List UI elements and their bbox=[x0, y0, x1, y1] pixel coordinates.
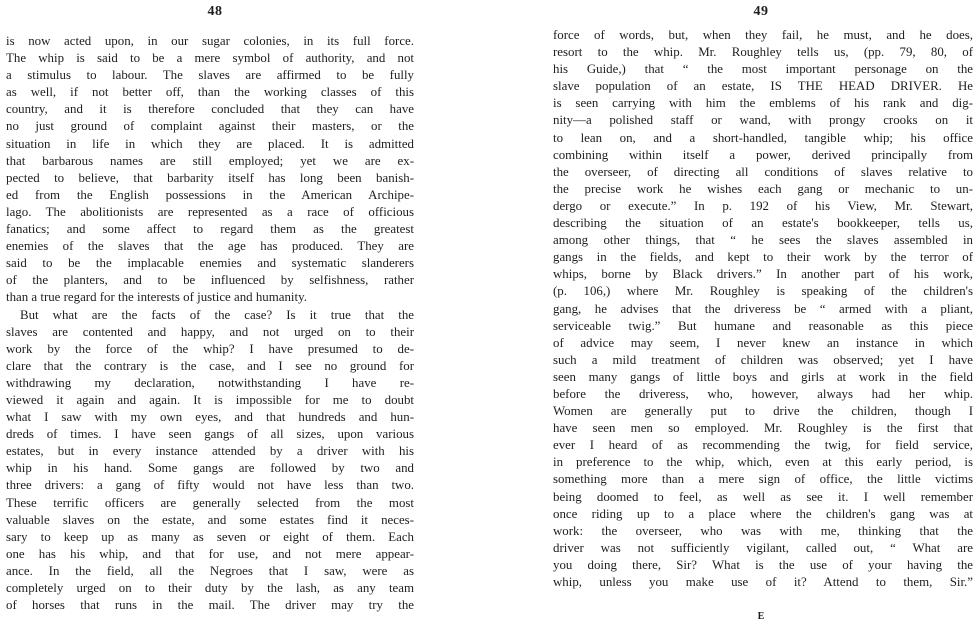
text-line: force of words, but, when they fail, he must, and he does, bbox=[553, 28, 973, 42]
text-line: dergo or execute.” In p. 192 of his View, Mr. Stewart, bbox=[553, 198, 973, 213]
text-line: pected to believe, that barbarity itself has long been banish- bbox=[6, 170, 414, 185]
text-line: country, and it is therefore concluded that they can have bbox=[6, 102, 414, 117]
text-line: have seen men so employed. Mr. Roughley is the first that bbox=[553, 421, 973, 436]
text-line: his Guide,) that “ the most important personage on the bbox=[553, 62, 973, 77]
text-line: combining within itself a power, derived principally from bbox=[553, 147, 973, 162]
text-line: before the driveress, who, however, always had her whip. bbox=[553, 386, 973, 401]
text-line: withdrawing my declaration, notwithstanding I have re- bbox=[6, 375, 414, 390]
text-line: work by the force of the whip? I have presumed to de- bbox=[6, 341, 414, 356]
text-line: serviceable twig.” But humane and reasonable as this piece bbox=[553, 318, 973, 333]
text-line: what I saw with my own eyes, and that hundreds and hun- bbox=[6, 410, 414, 425]
text-line: in preference to the whip, which, even at this early period, is bbox=[553, 455, 973, 470]
text-line: clare that the contrary is the case, and I see no ground for bbox=[6, 358, 414, 373]
text-line: a stimulus to labour. The slaves are affirmed to be fully bbox=[6, 68, 414, 83]
text-line: driver was not sufficiently vigilant, called out, “ What are bbox=[553, 540, 973, 555]
text-line: such a mild treatment of children was observed; yet I have bbox=[553, 352, 973, 367]
text-line: one has his whip, and that for use, and not mere appear- bbox=[6, 546, 414, 561]
page-text bbox=[6, 33, 414, 614]
text-line: (p. 106,) where Mr. Roughley is speaking of the children's bbox=[553, 284, 973, 299]
text-line: gang, he advises that the driveress be “ armed with a pliant, bbox=[553, 301, 973, 316]
text-line: ever I heard of as recommending the twig, for field service, bbox=[553, 438, 973, 453]
text-line: no just ground of complaint against their masters, or the bbox=[6, 119, 414, 134]
text-line: enemies of the slaves that the age has produced. They are bbox=[6, 239, 414, 254]
page-number: 49 bbox=[753, 4, 769, 19]
text-line: than a true regard for the interests of justice and humanity. bbox=[6, 290, 307, 305]
text-line: completely urged on to their duty by the lash, as any team bbox=[6, 581, 414, 595]
text-line: of the planters, and to be influenced by selfishness, rather bbox=[6, 273, 414, 288]
text-line: sary to keep up as many as seven or eight of them. Each bbox=[6, 529, 414, 544]
text-line: lago. The abolitionists are represented as a race of officious bbox=[6, 204, 414, 219]
text-line: you doing there, Sir? What is the use of your having the bbox=[553, 557, 973, 572]
text-line: ed from the English possessions in the American Archipe- bbox=[6, 187, 414, 202]
page-number: 48 bbox=[207, 4, 223, 19]
text-line: of horses that runs in the mail. The driver may try the bbox=[6, 598, 414, 613]
text-line: that barbarous names are still employed; yet we are ex- bbox=[6, 153, 414, 168]
text-line: resort to the whip. Mr. Roughley tells us, (pp. 79, 80, of bbox=[553, 45, 973, 60]
text-line: as well, if not better off, than the working classes of this bbox=[6, 85, 414, 100]
text-line: work: the overseer, who was with me, thinking that the bbox=[553, 523, 973, 538]
text-line: whip in his hand. Some gangs are followed by two and bbox=[6, 461, 414, 476]
text-line: whips, borne by Black drivers.” In another part of his work, bbox=[553, 267, 973, 282]
text-line: the precise work he wishes each gang or mechanic to un- bbox=[553, 181, 973, 196]
text-line: dreds of times. I have seen gangs of all sizes, upon various bbox=[6, 427, 414, 442]
text-line: viewed it again and again. It is impossible for me to doubt bbox=[6, 392, 414, 407]
text-line: once riding up to a place where the children's gang was at bbox=[553, 506, 973, 521]
gutter bbox=[430, 0, 546, 626]
text-line: valuable slaves on the estate, and some estates find it neces- bbox=[6, 512, 414, 527]
text-line: situation in life in which they are placed. It is admitted bbox=[6, 136, 414, 151]
text-line: the overseer, of directing all conditions of slaves relative to bbox=[553, 164, 973, 179]
text-line: estates, but in every instance attended by a driver with his bbox=[6, 444, 414, 459]
text-line: of advice may seem, I never knew an instance in which bbox=[553, 335, 973, 350]
text-line: fanatics; and some affect to regard them as the greatest bbox=[6, 222, 414, 237]
left-page bbox=[0, 0, 430, 626]
text-line: These terrific officers are generally selected from the most bbox=[6, 495, 414, 510]
text-line: said to be the implacable enemies and systematic slanderers bbox=[6, 256, 414, 271]
text-line: nity—a polished staff or wand, with prongy crooks on it bbox=[553, 113, 973, 128]
text-line: slave population of an estate, IS THE HEAD DRIVER. He bbox=[553, 79, 973, 94]
text-line: ance. In the field, all the Negroes that I saw, were as bbox=[6, 563, 414, 578]
text-line: among other things, that “ he sees the slaves assembled in bbox=[553, 233, 973, 248]
text-line: whip, unless you make use of it? Attend to them, Sir.” bbox=[553, 575, 973, 589]
text-line: describing the situation of an estate's bookkeeper, tells us, bbox=[553, 216, 973, 231]
text-line: three drivers: a gang of fifty would not have less than two. bbox=[6, 478, 414, 493]
right-page bbox=[546, 0, 976, 626]
text-line: to lean on, and a short-handled, tangible whip; his office bbox=[553, 130, 973, 145]
text-line: gangs in the fields, and kept to their work by the terror of bbox=[553, 250, 973, 265]
text-line: slaves are contented and happy, and not urged on to their bbox=[6, 324, 414, 339]
text-line: being doomed to feel, as well as see it. I well remember bbox=[553, 489, 973, 504]
text-line: The whip is said to be a mere symbol of authority, and not bbox=[6, 51, 414, 66]
text-line: is now acted upon, in our sugar colonies, in its full force. bbox=[6, 34, 414, 48]
text-line: Women are generally put to drive the children, though I bbox=[553, 404, 973, 419]
text-line: is seen carrying with him the emblems of his rank and dig- bbox=[553, 96, 973, 111]
page-text bbox=[553, 27, 973, 591]
text-line: seen many gangs of little boys and girls at work in the field bbox=[553, 369, 973, 384]
text-line: something more than a mere sign of office, the little victims bbox=[553, 472, 973, 487]
signature-mark: E bbox=[757, 611, 765, 622]
text-line: But what are the facts of the case? Is it true that the bbox=[20, 307, 414, 322]
